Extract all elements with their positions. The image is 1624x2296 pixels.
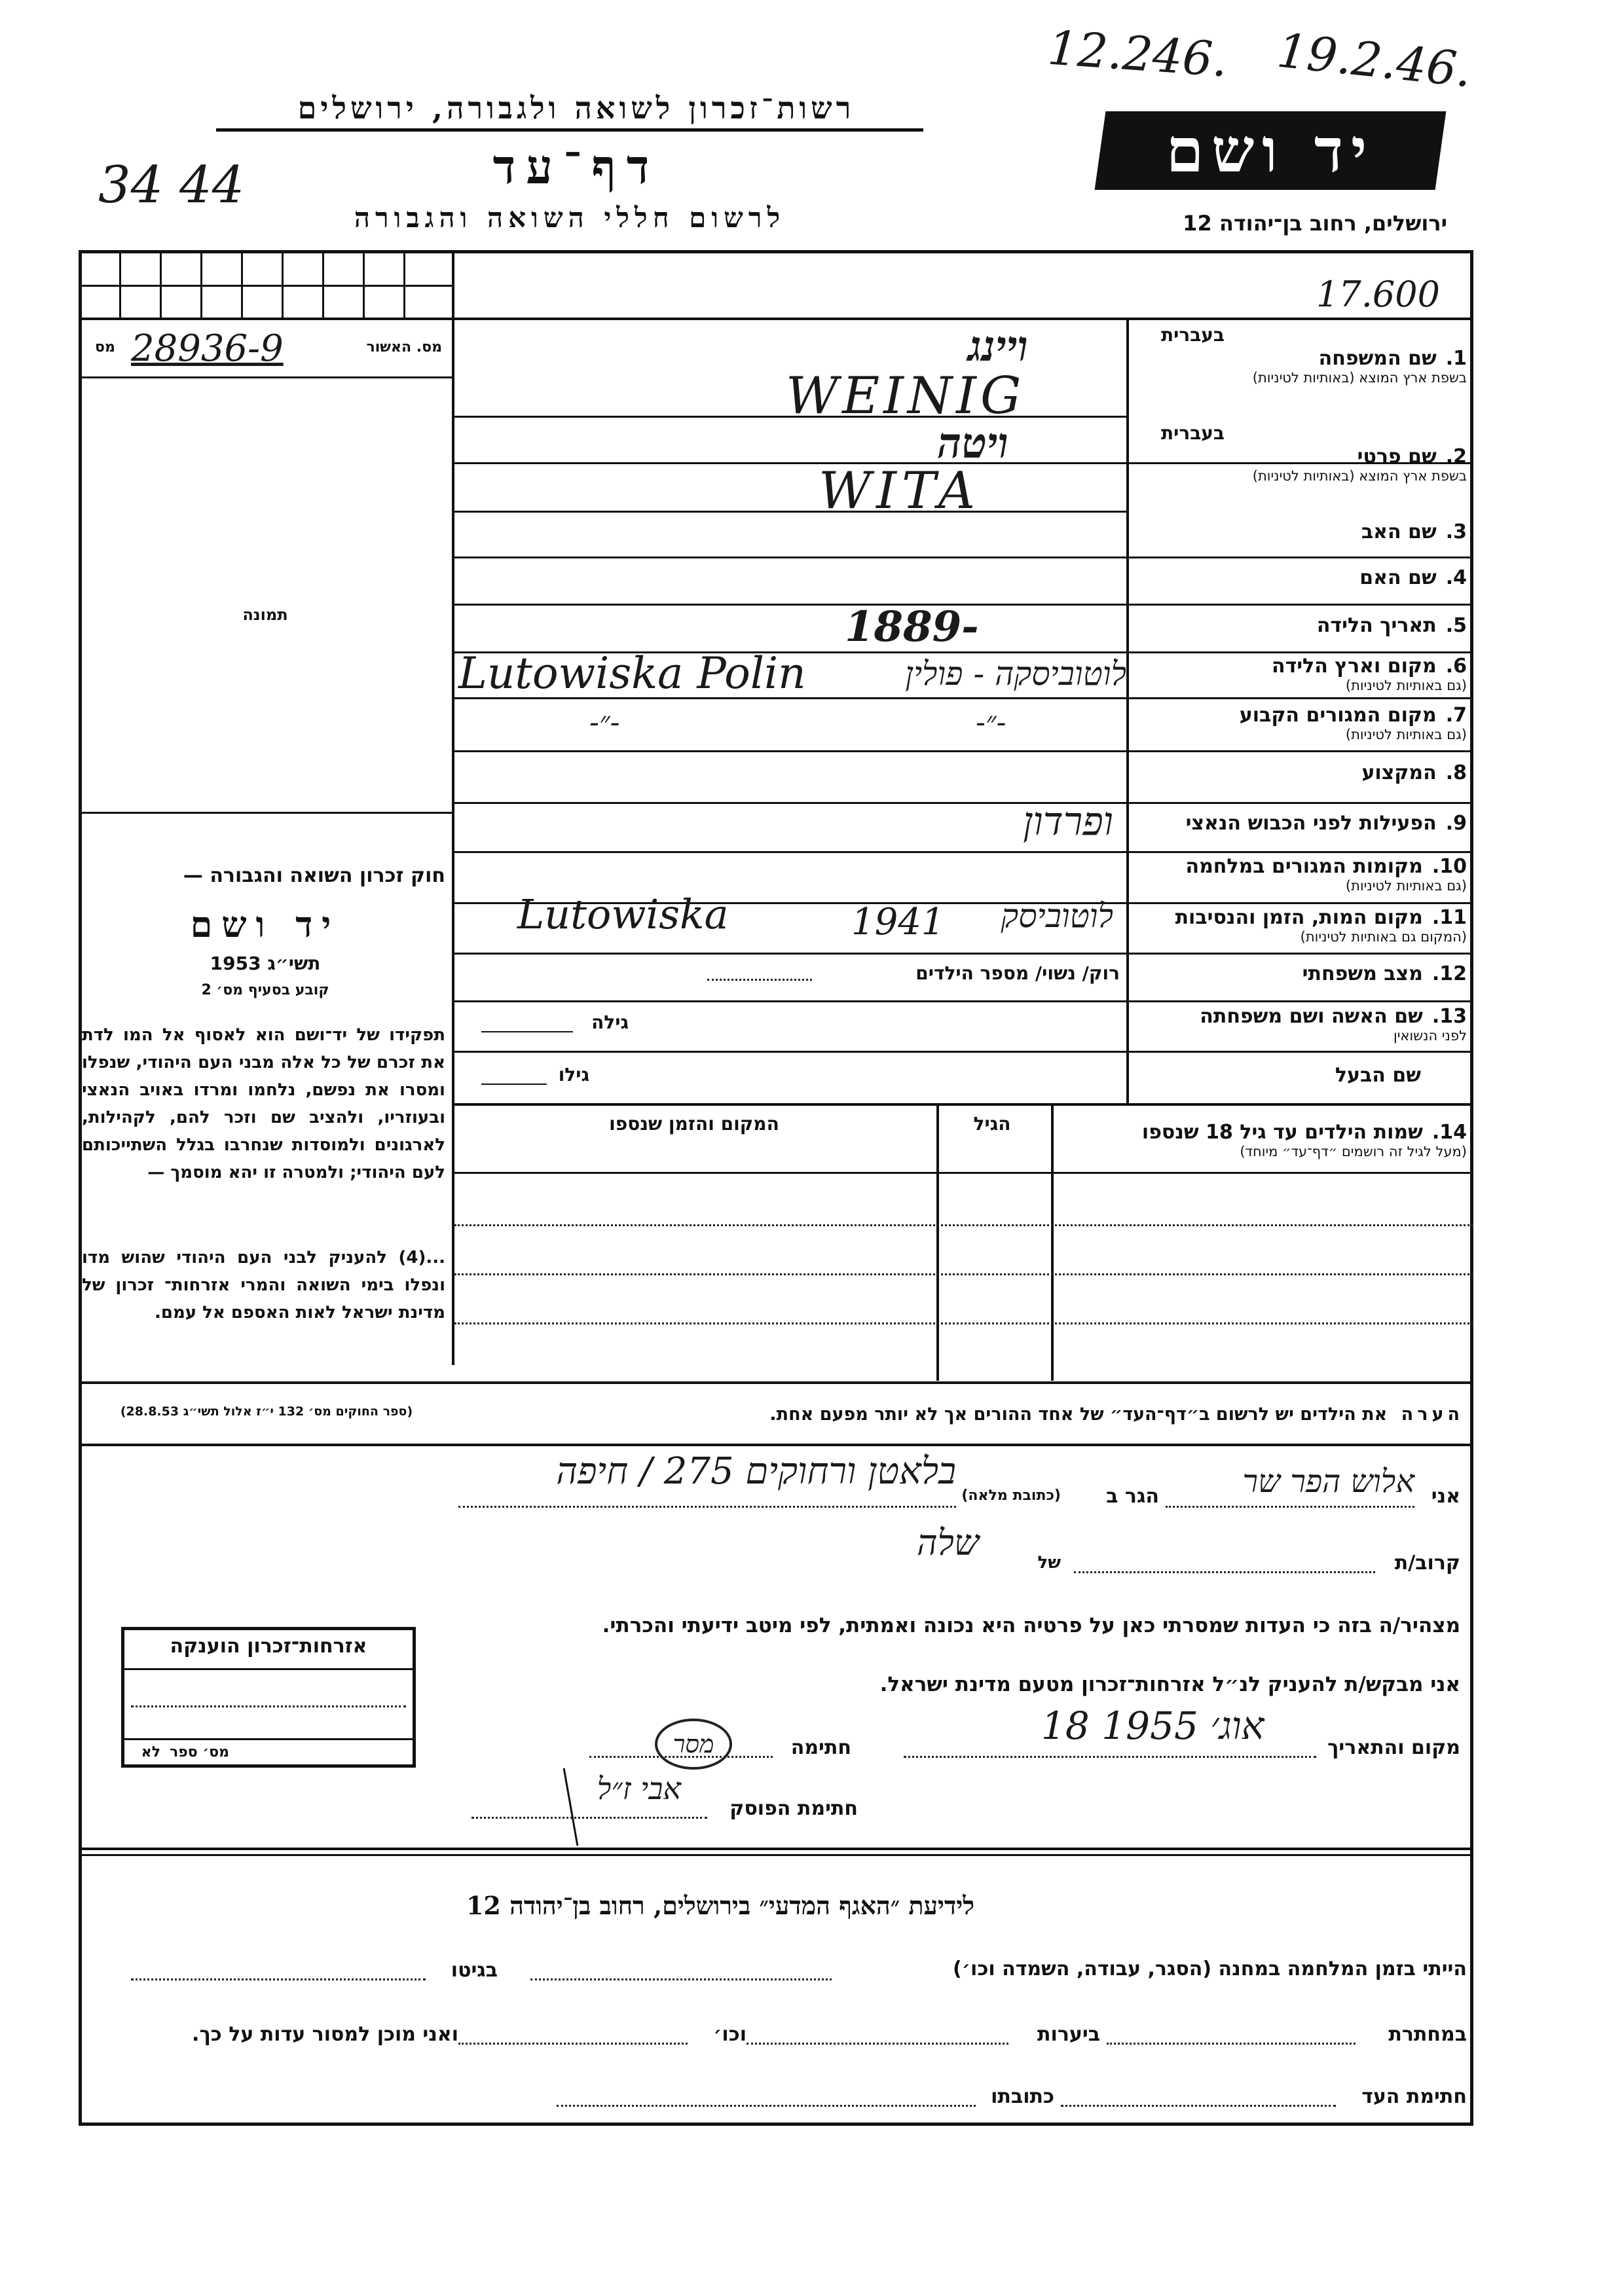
approval-number: 28936-9 bbox=[131, 327, 284, 370]
field-4-label: 4. שם האם bbox=[1359, 566, 1467, 589]
death-year: 1941 bbox=[851, 901, 945, 943]
field-11-label: 11. מקום המות, הזמן והנסיבות (המקום גם באותיות לטיניות) bbox=[1175, 906, 1467, 945]
field-13-label: 13. שם האשה ושם משפחתה לפני הנשואין bbox=[1200, 1005, 1467, 1044]
birthplace-hebrew: לוטוביסקה - פולין bbox=[905, 655, 1126, 693]
field-8-label: 8. המקצוע bbox=[1361, 761, 1467, 784]
declarant-name: אלוש הפר שר bbox=[1242, 1463, 1414, 1500]
marital-status: רוק/ נשוי/ מספר הילדים bbox=[915, 962, 1120, 984]
relation-value: שלה bbox=[917, 1522, 980, 1563]
given-name-latin: WITA bbox=[819, 462, 981, 520]
remark-text: את הילדים יש לרשום ב״דף־העד״ של אחד ההורים אך לא יותר מפעם אחת. bbox=[769, 1404, 1388, 1425]
request-text: אני מבקש/ת להעניק לנ״ל אזרחות־זכרון מטעם מדינת ישראל. bbox=[879, 1673, 1460, 1696]
handwritten-reference: 12.246. bbox=[1046, 20, 1230, 88]
approval-label: מס. האשור bbox=[366, 339, 442, 355]
recorder-signature: אבי ז״ל bbox=[597, 1771, 681, 1806]
footer-witness-signature: חתימת העד bbox=[1361, 2085, 1467, 2108]
field-3-label: 3. שם האב bbox=[1361, 520, 1467, 543]
recorder-label: חתימת הפוסק bbox=[729, 1797, 858, 1820]
death-place-latin: Lutowiska bbox=[517, 890, 729, 938]
pre-war-activity: ופרדון bbox=[1023, 799, 1113, 845]
declaration-text: מצהיר/ה בזה כי העדות שמסרתי כאן על פרטיה היא נכונה ואמתית, לפי מיטב ידיעתי והכרתי. bbox=[602, 1614, 1460, 1637]
place-date-label: מקום והתאריך bbox=[1327, 1736, 1460, 1759]
birthplace-latin: Lutowiska Polin bbox=[458, 648, 806, 699]
signature-label: חתימה bbox=[790, 1736, 851, 1759]
form-title: דף־עד bbox=[492, 139, 660, 194]
law-year: תשי״ג 1953 bbox=[210, 953, 321, 974]
place-date-value: 18 אוג׳ 1955 bbox=[1041, 1704, 1264, 1748]
field-10-label: 10. מקומות המגורים במלחמה (גם באותיות לטיניות) bbox=[1185, 855, 1467, 894]
field-1-label: 1. שם המשפחה בשפת ארץ המוצא (באותיות לטיניות) bbox=[1252, 347, 1467, 386]
footer-address: כתובתו bbox=[991, 2085, 1054, 2108]
law-source: (ספר החוקים מס׳ 132 י״ז אלול תשי״ג 28.8.53) bbox=[120, 1404, 413, 1419]
husband-age-label: גילו bbox=[558, 1064, 589, 1085]
field-1-lang: בעברית bbox=[1160, 324, 1225, 346]
husband-name-label: שם הבעל bbox=[1335, 1064, 1421, 1087]
footer-underground: במחתרת bbox=[1388, 2023, 1467, 2046]
serial-number: 17.600 bbox=[1316, 274, 1440, 315]
footer-etc: וכו׳ bbox=[713, 2023, 747, 2046]
residence-value-1: -״- bbox=[589, 706, 620, 739]
yad-vashem-logo: יד ושם bbox=[1095, 111, 1447, 190]
law-name: יד ושם bbox=[190, 903, 341, 945]
relation-suffix: של bbox=[1037, 1553, 1061, 1573]
footer-title: לידיעת ״האגף המדעי״ בירושלים, רחוב בן־יהודה 12 bbox=[466, 1891, 975, 1920]
footer-camp-label: הייתי בזמן המלחמה במחנה (הסגר, עבודה, השמדה וכו׳) bbox=[953, 1958, 1467, 1980]
children-place-header: המקום והזמן שנספו bbox=[609, 1113, 779, 1135]
remark-label: הערה bbox=[1401, 1404, 1464, 1425]
wife-age-label: גילה bbox=[591, 1011, 629, 1033]
declarant-address-label: (כתובת מלאה) bbox=[961, 1487, 1061, 1504]
citizenship-title: אזרחות־זכרון הוענקה bbox=[170, 1635, 367, 1658]
photo-label: תמונה bbox=[242, 606, 288, 624]
footer-ghetto: בגיטו bbox=[451, 1959, 498, 1982]
handwritten-date: 19.2.46. bbox=[1274, 22, 1475, 98]
code-boxes bbox=[79, 250, 452, 318]
approval-prefix: מס bbox=[95, 339, 115, 355]
death-place-hebrew: לוטוביסק bbox=[1001, 897, 1113, 935]
declarant-address: בלאטן ורחוקים 275 / חיפה bbox=[556, 1450, 956, 1493]
children-label: 14. שמות הילדים עד גיל 18 שנספו (מעל לגיל זה רושמים ״דף־עד״ מיוחד) bbox=[1141, 1121, 1467, 1159]
footer-forests: ביערות bbox=[1037, 2023, 1100, 2046]
declarant-i-label: אני bbox=[1431, 1485, 1460, 1508]
citizenship-number-label: מס׳ ספר bbox=[170, 1744, 229, 1760]
approval-number-row bbox=[82, 327, 449, 373]
remark bbox=[458, 1404, 1464, 1425]
law-body-2: ...(4) להעניק לבני העם היהודי שהוש מדו ונפלו בימי השואה והמרי אזרחות־ זכרון של מדינת ישראל לאות האספם אל עמם. bbox=[82, 1248, 445, 1322]
address: ירושלים, רחוב בן־יהודה 12 bbox=[1183, 211, 1447, 236]
declarant-resident-label: הגר ב bbox=[1106, 1485, 1159, 1508]
surname-latin: WEINIG bbox=[786, 367, 1025, 426]
file-number: 34 44 bbox=[98, 156, 245, 215]
field-2-label: 2. שם פרטי בשפת ארץ המוצא (באותיות לטיניות) bbox=[1252, 445, 1467, 484]
footer-ready: ואני מוכן למסור עדות על כך. bbox=[192, 2023, 458, 2046]
field-7-label: 7. מקום המגורים הקבוע (גם באותיות לטיניות) bbox=[1239, 704, 1467, 742]
field-5-label: 5. תאריך הלידה bbox=[1316, 614, 1467, 637]
footer-line-1 bbox=[85, 1958, 1467, 1980]
law-section: קובע בסעיף מס׳ 2 bbox=[201, 982, 329, 998]
children-age-header: הגיל bbox=[973, 1113, 1011, 1135]
field-6-label: 6. מקום וארץ הלידה (גם באותיות לטיניות) bbox=[1271, 655, 1467, 693]
birth-date: 1889- bbox=[845, 602, 979, 651]
field-2-lang: בעברית bbox=[1160, 422, 1225, 444]
citizenship-number-prefix: לא bbox=[141, 1744, 160, 1760]
field-12-label: 12. מצב משפחתי bbox=[1302, 962, 1467, 985]
given-name-hebrew: ויטה bbox=[937, 419, 1008, 468]
field-9-label: 9. הפעילות לפני הכבוש הנאצי bbox=[1185, 812, 1467, 835]
authority-underline bbox=[216, 128, 923, 132]
law-body-1: תפקידו של יד־ושם הוא לאסוף אל המו לדת את זכרם של כל אלה מבני העם היהודי, שנפלו ומסרו את נפשם, נלחמו ומרדו באויב הנאצי ובעוזריו, ולהציב שם וזכר להם, לקהילות, לארגונים ולמוסדות שנחרבו בגלל השתייכותם לעם היהודי; ולמטרה זו יהא מוסמך — bbox=[82, 1025, 445, 1182]
surname-hebrew: ויינג bbox=[968, 322, 1028, 371]
relation-label: קרוב/ת bbox=[1394, 1552, 1460, 1575]
residence-value-2: -״- bbox=[976, 706, 1006, 739]
authority-name: רשות־זכרון לשואה ולגבורה, ירושלים bbox=[297, 90, 855, 126]
law-title: חוק זכרון השואה והגבורה — bbox=[183, 864, 445, 887]
signature-stamp: מסר bbox=[655, 1719, 732, 1770]
form-subtitle: לרשום חללי השואה והגבורה bbox=[354, 202, 786, 234]
